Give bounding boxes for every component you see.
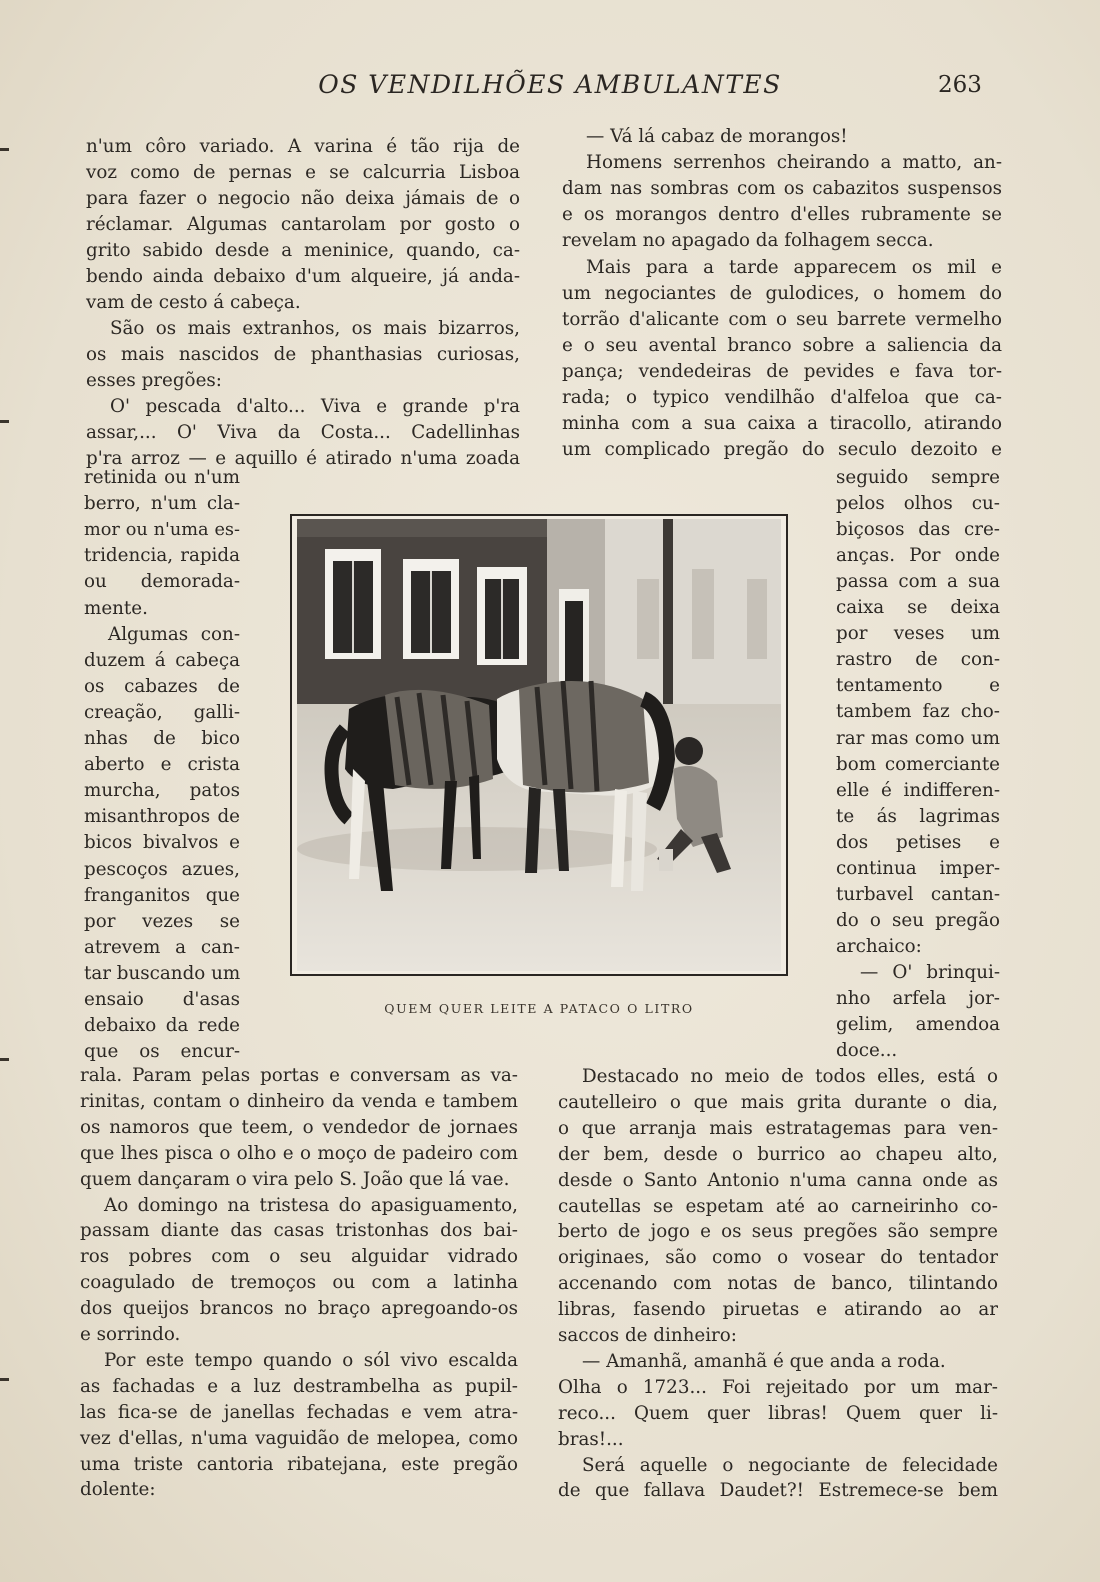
text-line: Algumas con- [108,623,240,645]
text-line: pança; vendedeiras de pevides e fava tor- [562,360,1002,382]
text-line: dos queijos brancos no braço apregoando-os [80,1298,518,1320]
text-line: — Vá lá cabaz de morangos! [586,126,848,147]
text-line: as fachadas e a luz destrambelha as pupil- [80,1375,518,1397]
text-line: O' pescada d'alto... Viva e grande p'ra [110,396,520,417]
text-line: berto de jogo e os seus pregões são sempre [558,1221,998,1243]
text-line: retinida ou n'um [84,467,240,488]
text-line: Homens serrenhos cheirando a matto, an- [586,152,1002,174]
text-line: tentamento e [836,675,1000,697]
text-line: dolente: [80,1479,156,1501]
text-line: pescoços azues, [84,858,240,880]
text-line: anças. Por onde [836,545,1000,567]
text-line: duzem á cabeça [84,649,240,671]
text-line: do o seu pregão [836,909,1000,931]
text-line: de que fallava Daudet?! Estremece-se bem [558,1480,998,1502]
text-line: ou demorada- [84,571,240,593]
text-line: turbavel cantan- [836,883,1000,905]
text-line: p'ra arroz — e aquillo é atirado n'uma zoada [86,448,520,469]
text-line: n'um côro variado. A varina é tão rija de [86,136,520,157]
text-line: ros pobres com o seu alguidar vidrado [80,1246,518,1268]
text-line: franganitos que [84,884,240,906]
text-line: dos petises e [836,831,1000,853]
text-line: quem dançaram o vira pelo S. João que lá vae. [80,1168,510,1190]
text-line: revelam no apagado da folhagem secca. [562,230,934,252]
text-line: rinitas, contam o dinheiro da venda e tambem [80,1090,518,1112]
text-line: nhas de bico [84,728,240,749]
text-line: las fica-se de janellas fechadas e vem atra- [80,1401,518,1423]
text-line: berro, n'um cla- [84,493,240,515]
text-line: bom comerciante [836,753,1000,775]
text-line: cautelleiro o que mais grita durante o dia, [558,1091,998,1113]
text-line: réclamar. Algumas cantarolam por gosto o [86,214,520,235]
photograph-image [297,519,781,971]
text-line: um complicado pregão do seculo dezoito e [562,439,1002,461]
running-header-title: OS VENDILHÕES AMBULANTES [318,70,782,99]
text-line: grito sabido desde a meninice, quando, ca- [86,240,520,261]
photograph-milk-cows [290,514,788,976]
text-line: e os morangos dentro d'elles rubramente se [562,204,1002,226]
text-line: que os encur- [84,1041,240,1063]
text-line: vez d'ellas, n'uma vaguidão de melopea, como [80,1427,518,1449]
text-line: Por este tempo quando o sól vivo escalda [104,1349,518,1371]
text-line: esses pregões: [86,370,222,391]
text-line: seguido sempre [836,467,1000,488]
text-line: e sorrindo. [80,1324,181,1345]
text-line: assar,... O' Viva da Costa... Cadellinhas [86,422,520,443]
text-line: passam diante das casas tristonhas dos bai- [80,1220,518,1242]
text-line: Será aquelle o negociante de felecidade [582,1454,998,1476]
text-line: aberto e crista [84,754,240,776]
text-line: — O' brinqui- [860,961,1000,983]
photo-caption: QUEM QUER LEITE A PATACO O LITRO [384,1001,694,1016]
text-line: uma triste cantoria ribatejana, este pregão [80,1453,518,1475]
text-line: desde o Santo Antonio n'uma canna onde as [558,1169,998,1191]
text-line: rala. Param pelas portas e conversam as va- [80,1065,518,1086]
text-line: por vezes se [84,910,240,932]
text-line: nho arfela jor- [836,988,1000,1009]
text-line: bras!... [558,1428,624,1450]
text-line: bendo ainda debaixo d'um alqueire, já anda- [86,266,520,287]
text-line: elle é indifferen- [836,779,1000,801]
text-line: que lhes pisca o olho e o moço de padeiro com [80,1142,518,1164]
text-line: Mais para a tarde apparecem os mil e [586,256,1002,278]
text-line: vam de cesto á cabeça. [86,292,301,313]
text-line: os mais nascidos de phanthasias curiosas, [86,344,520,365]
text-line: pelos olhos cu- [836,493,1000,515]
text-line: rastro de con- [836,649,1000,671]
text-line: passa com a sua [836,571,1000,593]
text-line: rar mas como um [836,727,1000,749]
text-line: bicos bivalvos e [84,832,240,854]
text-line: mor ou n'uma es- [84,520,240,541]
binding-edge-marks [0,0,14,1582]
text-line: tambem faz cho- [836,701,1000,723]
text-line: torrão d'alicante com o seu barrete vermelho [562,308,1002,330]
text-line: caixa se deixa [836,597,1000,619]
text-line: Ao domingo na tristesa do apasiguamento, [104,1194,518,1216]
text-line: doce... [836,1040,898,1062]
text-line: — Amanhã, amanhã é que anda a roda. [582,1350,946,1372]
text-line: Olha o 1723... Foi rejeitado por um mar- [558,1376,998,1398]
text-line: saccos de dinheiro: [558,1325,737,1346]
text-line: debaixo da rede [84,1015,240,1037]
text-line: o que arranja mais estratagemas para ven- [558,1117,998,1139]
text-line: ensaio d'asas [84,989,240,1010]
text-line: São os mais extranhos, os mais bizarros, [110,318,520,339]
text-line: minha com a sua caixa a tiracollo, atirando [562,413,1002,435]
text-line: voz como de pernas e se calcurria Lisboa [86,162,520,183]
page-number: 263 [938,72,982,98]
text-line: murcha, patos [84,780,240,802]
text-line: um negociantes de gulodices, o homem do [562,282,1002,304]
text-line: atrevem a can- [84,936,240,958]
text-line: creação, galli- [84,701,240,723]
text-line: tridencia, rapida [84,545,240,567]
text-line: originaes, são como o vosear do tentador [558,1247,998,1269]
text-line: coagulado de tremoços ou com a latinha [80,1272,518,1294]
text-line: tar buscando um [84,962,241,984]
text-line: reco... Quem quer libras! Quem quer li- [558,1402,998,1424]
text-line: der bem, desde o burrico ao chapeu alto, [558,1143,998,1165]
text-line: os cabazes de [84,675,240,697]
text-line: por veses um [836,623,1000,645]
text-line: rada; o typico vendilhão d'alfeloa que ca- [562,387,1002,408]
text-line: accenando com notas de banco, tilintando [558,1273,998,1295]
text-line: biçosos das cre- [836,519,1000,541]
text-line: archaico: [836,935,922,957]
text-line: libras, fasendo piruetas e atirando ao ar [558,1299,998,1321]
text-line: cautellas se espetam até ao carneirinho co- [558,1195,998,1217]
text-line: para fazer o negocio não deixa jámais de o [86,188,520,209]
text-line: dam nas sombras com os cabazitos suspensos [562,178,1002,200]
text-line: mente. [84,597,148,619]
text-line: gelim, amendoa [836,1014,1000,1036]
text-line: e o seu avental branco sobre a saliencia da [562,334,1002,356]
text-line: continua imper- [836,857,1000,879]
text-line: misanthropos de [84,806,240,828]
text-line: te ás lagrimas [836,805,1000,827]
text-line: os namoros que teem, o vendedor de jornaes [80,1116,518,1138]
text-line: Destacado no meio de todos elles, está o [582,1066,998,1087]
